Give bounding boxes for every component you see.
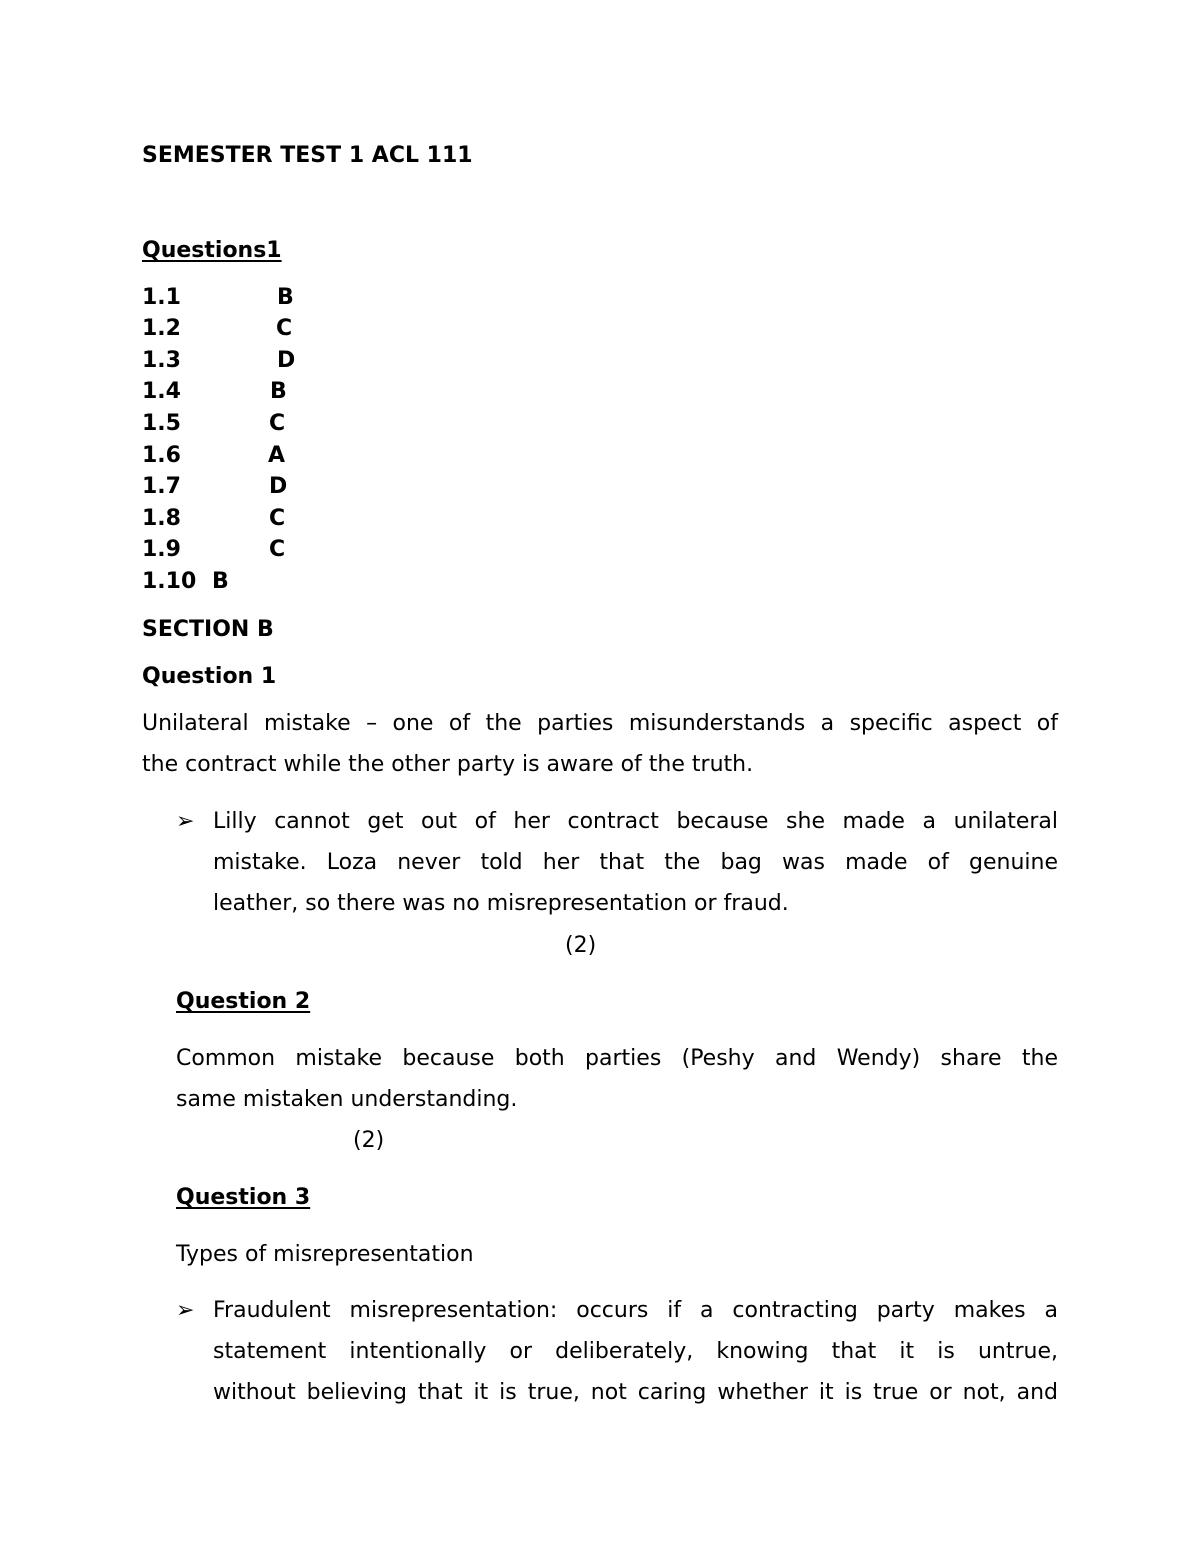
answer-letter: B <box>270 379 287 404</box>
definition-line: Unilateral mistake – one of the parties misunderstands a specific aspect of <box>142 711 1058 736</box>
answer-letter: B <box>212 569 229 594</box>
answer-number: 1.7 <box>142 474 181 499</box>
answer-number: 1.10 <box>142 569 197 594</box>
bullet-line: statement intentionally or deliberately, knowing that it is untrue, <box>213 1339 1058 1364</box>
answer-number: 1.1 <box>142 285 181 310</box>
answer-number: 1.4 <box>142 379 181 404</box>
bullet-line: mistake. Loza never told her that the bag was made of genuine <box>213 850 1058 875</box>
answer-letter: B <box>277 285 294 310</box>
bullet-line: Lilly cannot get out of her contract because she made a unilateral <box>213 809 1058 834</box>
bullet-text <box>213 1298 1058 1421</box>
question-3-bullet <box>176 1298 1058 1422</box>
answer-letter: C <box>269 411 286 436</box>
answer-letter: C <box>269 537 286 562</box>
bullet-text <box>213 809 1058 916</box>
answer-number: 1.6 <box>142 443 181 468</box>
arrow-bullet-icon: ➢ <box>176 809 195 834</box>
bullet-line: leather, so there was no misrepresentation or fraud. <box>213 891 789 916</box>
bullet-line: Fraudulent misrepresentation: occurs if a contracting party makes a <box>213 1298 1058 1323</box>
question-2-answer <box>176 1046 1058 1112</box>
answer-letter: A <box>268 443 286 468</box>
questions1-heading: Questions1 <box>142 238 282 263</box>
bullet-line: without believing that it is true, not caring whether it is true or not, and <box>213 1380 1058 1405</box>
answer-line: Common mistake because both parties (Peshy and Wendy) share the <box>176 1046 1058 1071</box>
question-3-heading: Question 3 <box>176 1185 311 1210</box>
answer-number: 1.5 <box>142 411 181 436</box>
question-2-marks: (2) <box>353 1128 385 1153</box>
definition-line: the contract while the other party is aware of the truth. <box>142 752 754 777</box>
answer-letter: C <box>269 506 286 531</box>
answer-number: 1.9 <box>142 537 181 562</box>
question-3-intro: Types of misrepresentation <box>176 1242 474 1267</box>
question-1-heading: Question 1 <box>142 664 277 689</box>
answer-number: 1.8 <box>142 506 181 531</box>
answer-number: 1.2 <box>142 316 181 341</box>
arrow-bullet-icon: ➢ <box>176 1298 195 1323</box>
page-title: SEMESTER TEST 1 ACL 111 <box>142 143 473 168</box>
answer-number: 1.3 <box>142 348 181 373</box>
answer-letter: D <box>277 348 296 373</box>
question-2-heading: Question 2 <box>176 989 311 1014</box>
answer-line: same mistaken understanding. <box>176 1087 518 1112</box>
answer-letter: C <box>276 316 293 341</box>
answer-letter: D <box>269 474 288 499</box>
question-1-bullet <box>176 809 1058 933</box>
section-b-heading: SECTION B <box>142 617 274 642</box>
question-1-marks: (2) <box>565 933 597 958</box>
question-1-definition <box>142 711 1058 777</box>
